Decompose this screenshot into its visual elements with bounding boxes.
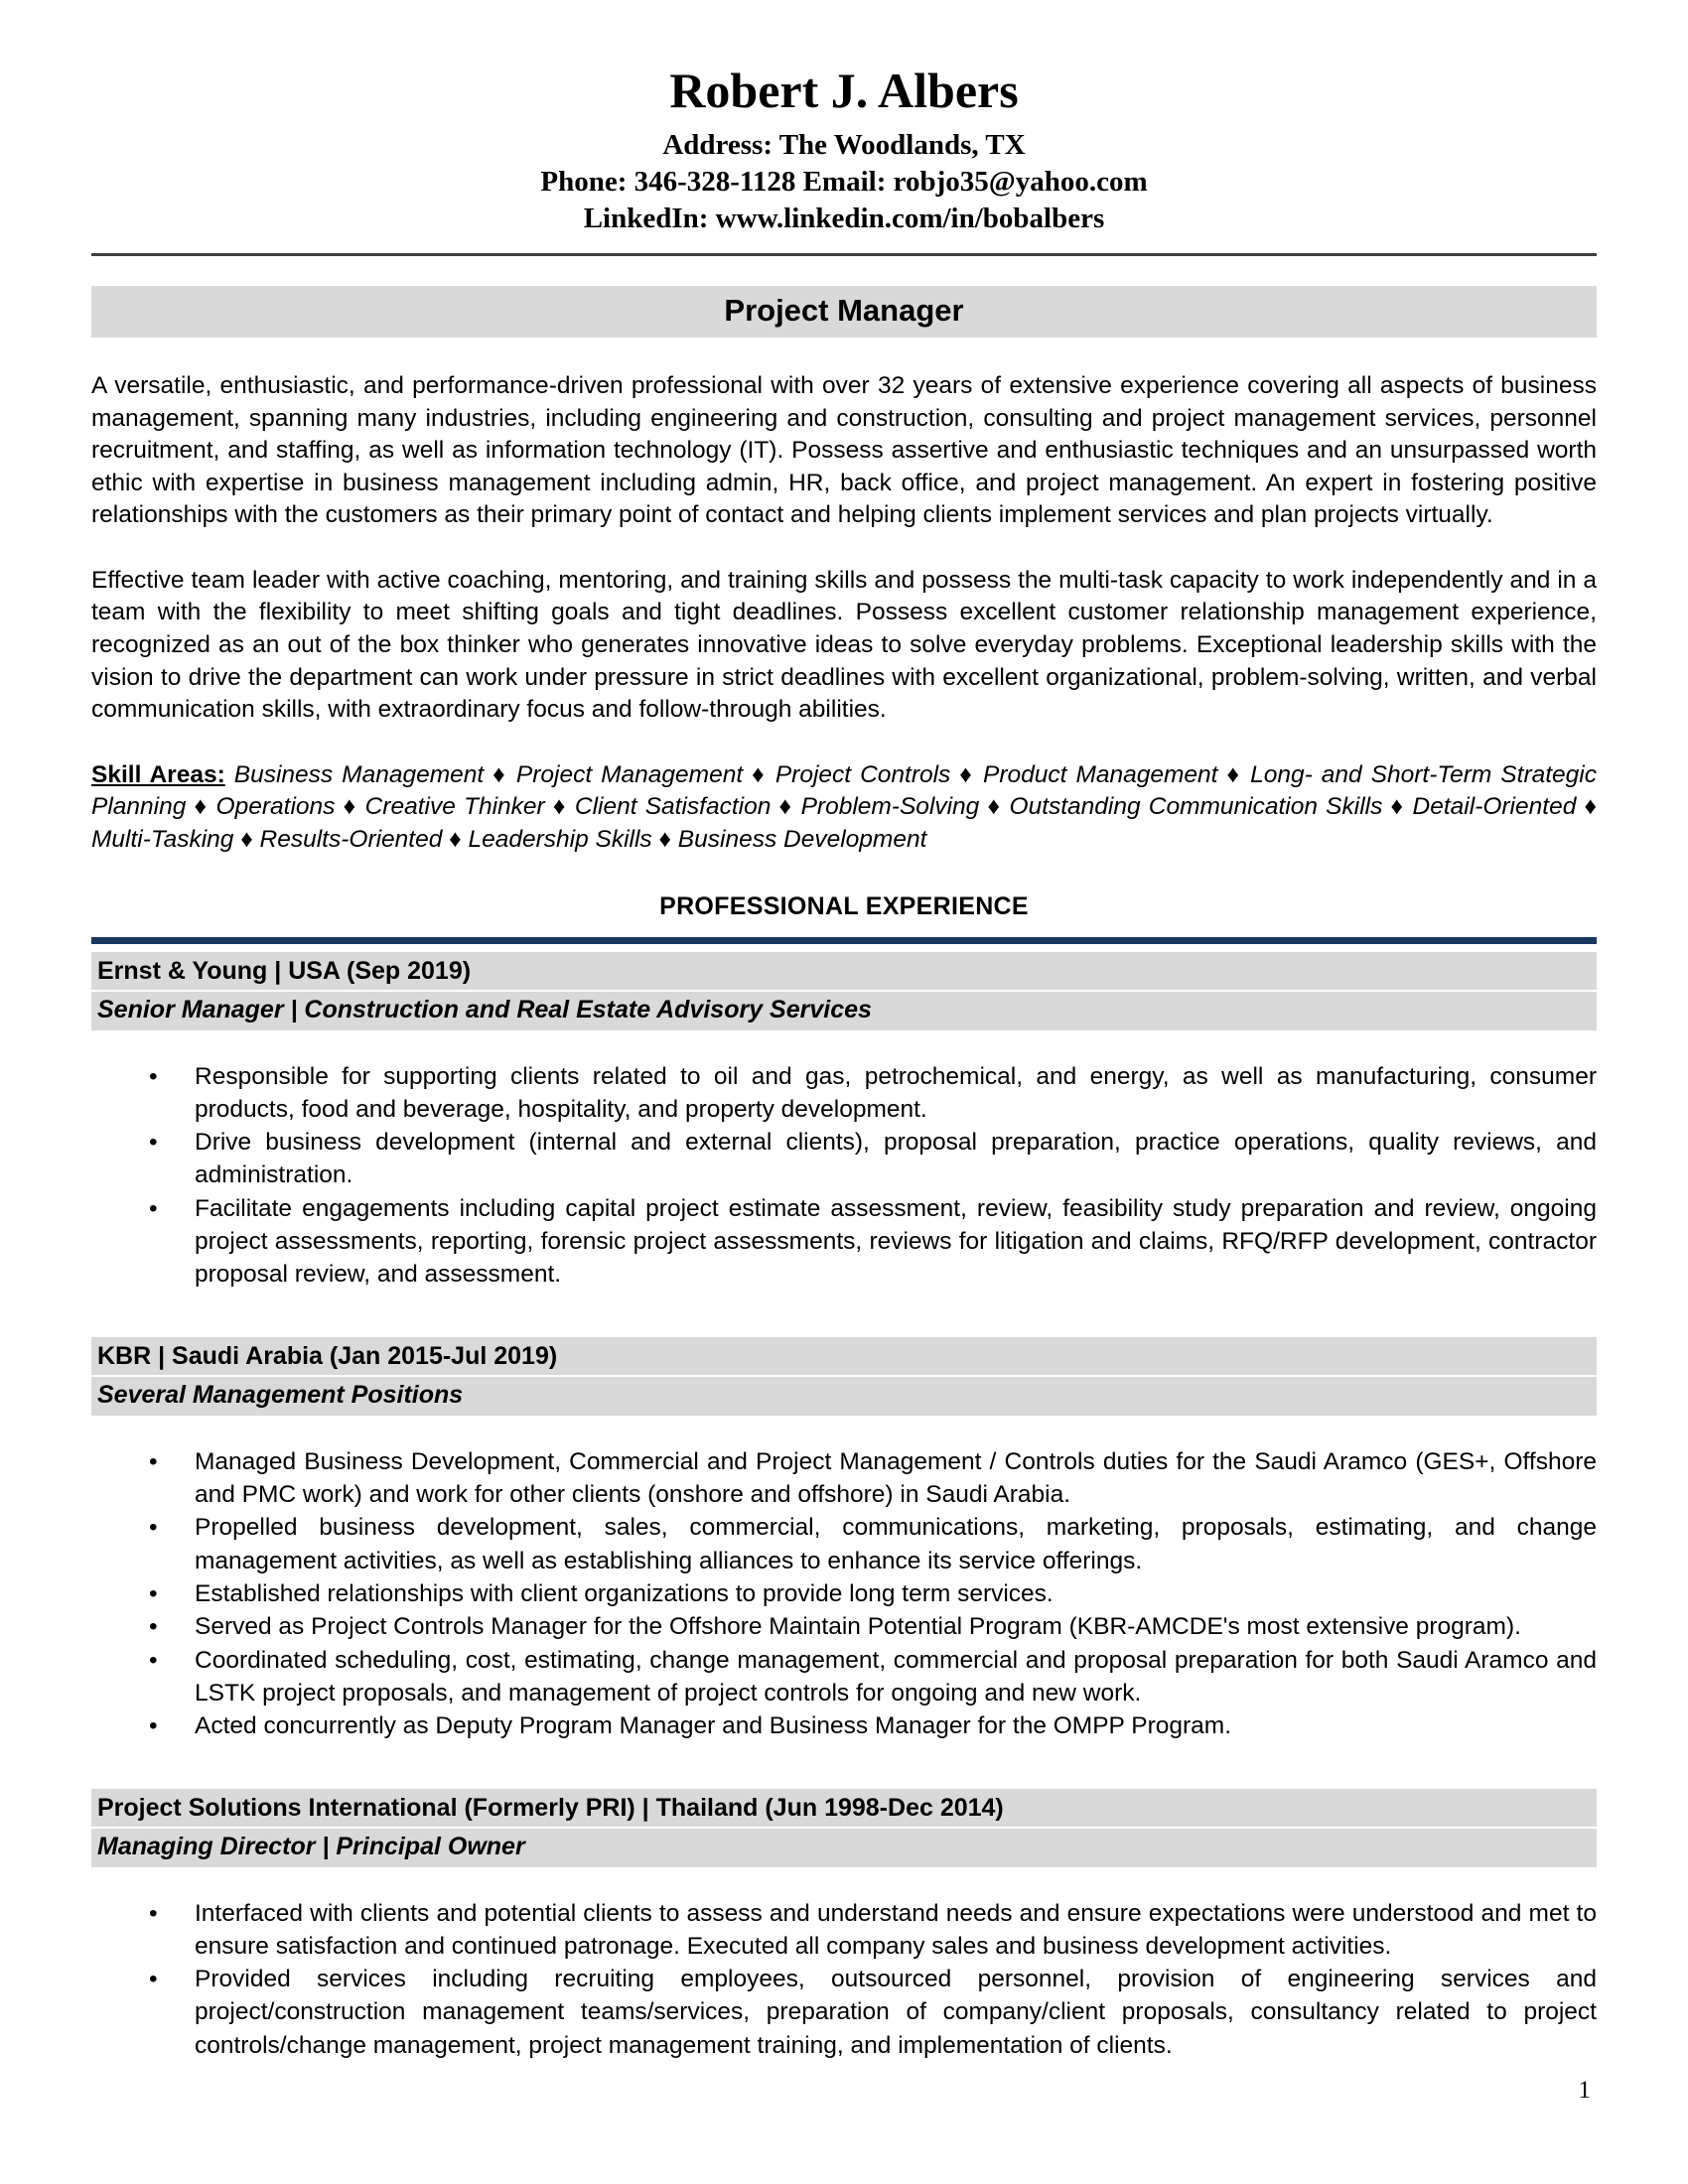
- bullet-item: • Served as Project Controls Manager for the Offshore Maintain Potential Program (KBR-AMCDE's most extensive program).: [91, 1610, 1597, 1643]
- bullet-item: • Drive business development (internal and external clients), proposal preparation, practice operations, quality reviews, and administration.: [91, 1126, 1597, 1192]
- contact-linkedin: LinkedIn: www.linkedin.com/in/bobalbers: [583, 203, 1105, 234]
- job-title-banner: Project Manager: [91, 286, 1597, 338]
- job-company-line: KBR | Saudi Arabia (Jan 2015-Jul 2019): [91, 1337, 1597, 1375]
- bullet-item: • Interfaced with clients and potential clients to assess and understand needs and ensure expectations were understood and met to ensure satisfaction and continued patronage. Executed all company sales and business development activities.: [91, 1897, 1597, 1964]
- job-company-line: Ernst & Young | USA (Sep 2019): [91, 952, 1597, 990]
- job-header: [91, 1337, 1597, 1416]
- job-header: [91, 952, 1597, 1030]
- bullet-item: • Propelled business development, sales, commercial, communications, marketing, proposals, estimating, and change management activities, as well as establishing alliances to enhance its service offerings.: [91, 1511, 1597, 1577]
- job-title-line: Senior Manager | Construction and Real Estate Advisory Services: [91, 992, 1597, 1030]
- bullet-item: • Provided services including recruiting employees, outsourced personnel, provision of engineering services and project/construction management teams/services, preparation of company/client proposals, consultancy related to project controls/change management, project management training, and implementation of clients.: [91, 1963, 1597, 2062]
- bullet-item: • Responsible for supporting clients related to oil and gas, petrochemical, and energy, as well as manufacturing, consumer products, food and beverage, hospitality, and property development.: [91, 1060, 1597, 1127]
- job-company-line: Project Solutions International (Formerly PRI) | Thailand (Jun 1998-Dec 2014): [91, 1789, 1597, 1827]
- contact-address: Address: The Woodlands, TX: [662, 129, 1026, 161]
- candidate-name: Robert J. Albers: [669, 63, 1019, 118]
- job-bullet-list: [91, 1897, 1597, 2063]
- bullet-item: • Managed Business Development, Commercial and Project Management / Controls duties for the Saudi Aramco (GES+, Offshore and PMC work) and work for other clients (onshore and offshore) in Saudi Arabia.: [91, 1445, 1597, 1512]
- job-entry-ernst-young: [91, 952, 1597, 1292]
- job-bullet-list: [91, 1445, 1597, 1743]
- summary-paragraph-1: A versatile, enthusiastic, and performance-driven professional with over 32 years of extensive experience covering all aspects of business management, spanning many industries, including engineering and construction, consulting and project management services, personnel recruitment, and staffing, as well as information technology (IT). Possess assertive and enthusiastic techniques and an unsurpassed worth ethic with expertise in business management including admin, HR, back office, and project management. An expert in fostering positive relationships with the customers as their primary point of contact and helping clients implement services and plan projects virtually.: [91, 372, 1597, 529]
- skill-areas-paragraph: [91, 759, 1597, 857]
- bullet-item: • Coordinated scheduling, cost, estimating, change management, commercial and proposal preparation for both Saudi Aramco and LSTK project proposals, and management of project controls for ongoing and new work.: [91, 1644, 1597, 1710]
- contact-phone-email: Phone: 346-328-1128 Email: robjo35@yahoo.com: [540, 166, 1148, 198]
- section-divider: [91, 937, 1597, 944]
- job-bullet-list: [91, 1060, 1597, 1292]
- job-entry-project-solutions: [91, 1789, 1597, 2063]
- page-number: 1: [1578, 2077, 1591, 2104]
- bullet-item: • Facilitate engagements including capital project estimate assessment, review, feasibility study preparation and review, ongoing project assessments, reporting, forensic project assessments, reviews for litigation and claims, RFQ/RFP development, contractor proposal review, and assessment.: [91, 1192, 1597, 1292]
- job-header: [91, 1789, 1597, 1867]
- job-entry-kbr: [91, 1337, 1597, 1743]
- bullet-item: • Established relationships with client organizations to provide long term services.: [91, 1577, 1597, 1610]
- job-title-line: Managing Director | Principal Owner: [91, 1829, 1597, 1867]
- resume-header: [91, 62, 1597, 237]
- header-divider: [91, 253, 1597, 256]
- job-title-line: Several Management Positions: [91, 1377, 1597, 1416]
- professional-experience-heading: PROFESSIONAL EXPERIENCE: [659, 891, 1029, 920]
- skill-areas-label: Skill Areas:: [91, 760, 225, 788]
- skills-list: Business Management ♦ Project Management ♦ Project Controls ♦ Product Management ♦ Long- and Short-Term Strategic Planning ♦ Operations ♦ Creative Thinker ♦ Client Satisfaction ♦ Problem-Solving ♦ Outstanding Communication Skills ♦ Detail-Oriented ♦ Multi-Tasking ♦ Results-Oriented ♦ Leadership Skills ♦ Business Development: [91, 760, 1597, 853]
- summary-paragraph-2: Effective team leader with active coaching, mentoring, and training skills and possess the multi-task capacity to work independently and in a team with the flexibility to meet shifting goals and tight deadlines. Possess excellent customer relationship management experience, recognized as an out of the box thinker who generates innovative ideas to solve everyday problems. Exceptional leadership skills with the vision to drive the department can work under pressure in strict deadlines with excellent organizational, problem-solving, written, and verbal communication skills, with extraordinary focus and follow-through abilities.: [91, 566, 1597, 724]
- bullet-item: • Acted concurrently as Deputy Program Manager and Business Manager for the OMPP Program.: [91, 1709, 1597, 1742]
